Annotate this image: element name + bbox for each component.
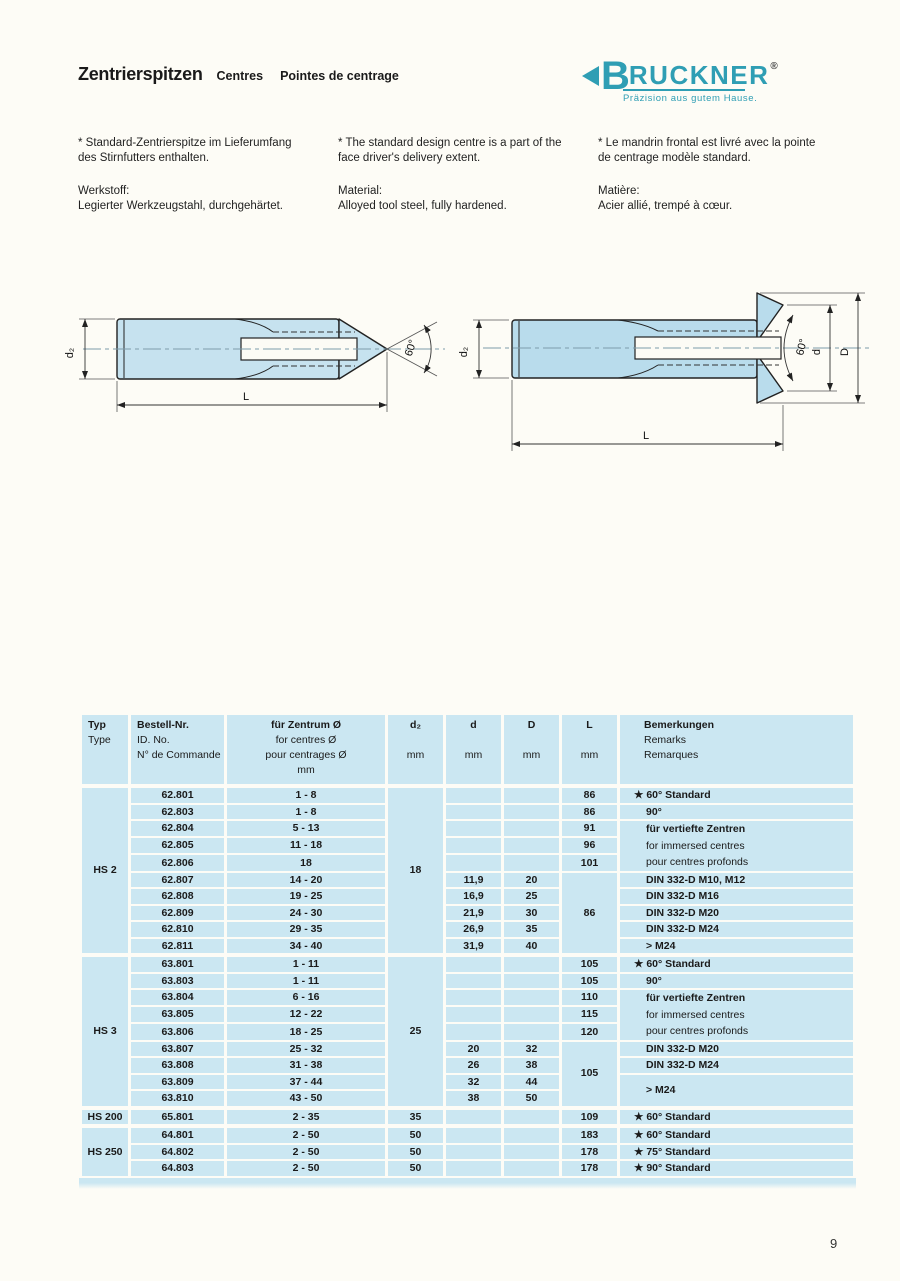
table-cell	[504, 957, 559, 972]
table-cell	[446, 990, 501, 1005]
note-line: * The standard design centre is a part of the	[338, 137, 562, 149]
table-cell	[504, 821, 559, 836]
page-title	[78, 64, 399, 85]
table-cell: 44	[504, 1075, 559, 1090]
table-cell: HS 2	[82, 788, 128, 953]
cell-line	[388, 733, 443, 748]
table-cell: 11 - 18	[227, 838, 385, 853]
note-line: * Standard-Zentrierspitze im Lieferumfang	[78, 137, 292, 149]
table-row	[82, 805, 853, 820]
table-cell: DIN 332-D M20	[620, 906, 853, 921]
table-cell: 18	[388, 788, 443, 953]
table-cell: 26,9	[446, 922, 501, 937]
table-cell: 63.805	[131, 1007, 224, 1022]
cell-line: d₂	[409, 719, 422, 731]
table-cell: 63.810	[131, 1091, 224, 1106]
title-german: Zentrierspitzen	[78, 64, 203, 84]
table-cell	[504, 805, 559, 820]
table-cell	[446, 1024, 501, 1039]
table-cell: 183	[562, 1128, 617, 1143]
intro-french	[598, 136, 853, 214]
table-row	[82, 1042, 853, 1057]
cell-line: mm	[580, 749, 599, 761]
material-label: Werkstoff:	[78, 185, 130, 197]
table-cell	[446, 1110, 501, 1125]
table-cell: 20	[446, 1042, 501, 1057]
table-cell: 38	[504, 1058, 559, 1073]
table-cell: 86	[562, 788, 617, 803]
table-cell: 34 - 40	[227, 939, 385, 954]
table-cell	[446, 1007, 501, 1022]
table-cell	[504, 1145, 559, 1160]
table-cell: 2 - 50	[227, 1161, 385, 1176]
table-cell: 63.803	[131, 974, 224, 989]
table-cell: 120	[562, 1024, 617, 1039]
table-row	[82, 821, 853, 836]
table-cell: 16,9	[446, 889, 501, 904]
table-cell: 105	[562, 974, 617, 989]
header-cell	[227, 715, 385, 784]
table-cell: ★ 60° Standard	[620, 957, 853, 972]
table-cell: 1 - 11	[227, 974, 385, 989]
table-cell	[504, 990, 559, 1005]
table-row	[82, 906, 853, 921]
table-cell: 62.807	[131, 873, 224, 888]
table-cell	[446, 855, 501, 870]
table-cell: 6 - 16	[227, 990, 385, 1005]
cell-line: für vertiefte Zentren	[646, 992, 746, 1004]
title-english: Centres	[216, 69, 264, 83]
table-cell: 32	[446, 1075, 501, 1090]
spec-table-section-2	[79, 955, 856, 1108]
table-cell: 115	[562, 1007, 617, 1022]
cell-line: D	[527, 719, 536, 731]
cell-line: Remarques	[644, 749, 699, 761]
table-bottom-rule	[79, 1178, 856, 1189]
cell-line: für Zentrum Ø	[271, 719, 341, 731]
table-cell: 63.807	[131, 1042, 224, 1057]
cell-line: Type	[88, 734, 111, 746]
table-cell: DIN 332-D M24	[620, 922, 853, 937]
cell-line: N° de Commande	[137, 749, 221, 761]
table-cell: 2 - 50	[227, 1145, 385, 1160]
material-value: Alloyed tool steel, fully hardened.	[338, 200, 507, 212]
table-cell: 38	[446, 1091, 501, 1106]
cell-line: L	[586, 719, 593, 731]
table-cell: 5 - 13	[227, 821, 385, 836]
table-cell: 20	[504, 873, 559, 888]
table-cell: 62.806	[131, 855, 224, 870]
table-cell	[446, 1145, 501, 1160]
table-cell	[446, 974, 501, 989]
table-cell: 109	[562, 1110, 617, 1125]
table-row	[82, 1110, 853, 1125]
logo-rest: RUCKNER	[628, 60, 770, 90]
table-cell: HS 250	[82, 1128, 128, 1176]
material-label: Material:	[338, 185, 383, 197]
table-cell: 63.801	[131, 957, 224, 972]
table-cell	[446, 1161, 501, 1176]
table-row	[82, 974, 853, 989]
table-row	[82, 1075, 853, 1090]
table-cell: 62.805	[131, 838, 224, 853]
table-cell: 62.809	[131, 906, 224, 921]
table-cell: 62.811	[131, 939, 224, 954]
table-cell	[504, 855, 559, 870]
table-row	[82, 788, 853, 803]
table-cell: 63.804	[131, 990, 224, 1005]
cell-line: mm	[464, 749, 483, 761]
spec-table-section-4	[79, 1126, 856, 1178]
table-cell: 62.801	[131, 788, 224, 803]
table-cell: 21,9	[446, 906, 501, 921]
table-cell: 90°	[620, 974, 853, 989]
table-cell	[620, 990, 853, 1040]
table-cell	[504, 1024, 559, 1039]
table-cell	[446, 957, 501, 972]
spec-table-body	[79, 786, 856, 1178]
cell-line: pour centres profonds	[646, 1025, 749, 1037]
table-cell: DIN 332-D M24	[620, 1058, 853, 1073]
cell-line: d	[470, 719, 477, 731]
dim-label-length: L	[642, 430, 650, 442]
table-cell: ★ 90° Standard	[620, 1161, 853, 1176]
dim-label-d2: d₂	[458, 346, 470, 358]
header-cell	[388, 715, 443, 784]
table-cell: 25	[504, 889, 559, 904]
table-cell: DIN 332-D M10, M12	[620, 873, 853, 888]
table-cell: 101	[562, 855, 617, 870]
table-cell: 12 - 22	[227, 1007, 385, 1022]
table-cell: 31,9	[446, 939, 501, 954]
header-cell	[562, 715, 617, 784]
cell-line: for centres Ø	[275, 734, 337, 746]
material-value: Legierter Werkzeugstahl, durchgehärtet.	[78, 200, 283, 212]
table-cell: 19 - 25	[227, 889, 385, 904]
dim-label-length: L	[242, 391, 250, 403]
note-line: * Le mandrin frontal est livré avec la pointe	[598, 137, 816, 149]
registered-mark: ®	[770, 61, 778, 72]
dim-label-angle: 60°	[794, 337, 811, 357]
table-row	[82, 957, 853, 972]
cell-line: ID. No.	[137, 734, 170, 746]
table-cell: 26	[446, 1058, 501, 1073]
table-row	[82, 1145, 853, 1160]
table-cell: 64.803	[131, 1161, 224, 1176]
table-cell: 2 - 50	[227, 1128, 385, 1143]
note-line: face driver's delivery extent.	[338, 152, 481, 164]
cell-line: mm	[522, 749, 541, 761]
cell-line: for immersed centres	[646, 1008, 745, 1021]
dim-label-d: d	[811, 348, 823, 356]
table-cell: 110	[562, 990, 617, 1005]
table-cell	[446, 805, 501, 820]
cell-line: pour centres profonds	[646, 856, 749, 868]
cell-line	[504, 733, 559, 748]
table-cell: 40	[504, 939, 559, 954]
table-row	[82, 990, 853, 1005]
table-cell: 96	[562, 838, 617, 853]
table-cell: 50	[388, 1128, 443, 1143]
logo-initial: B	[601, 54, 629, 98]
table-cell: DIN 332-D M20	[620, 1042, 853, 1057]
table-cell: 30	[504, 906, 559, 921]
table-cell: 86	[562, 873, 617, 954]
dim-label-d2: d₂	[64, 347, 76, 359]
table-cell	[620, 821, 853, 871]
material-label: Matière:	[598, 185, 640, 197]
material-value: Acier allié, trempé à cœur.	[598, 200, 733, 212]
spec-table-section-1	[79, 786, 856, 955]
note-line: de centrage modèle standard.	[598, 152, 751, 164]
cell-line	[562, 733, 617, 748]
table-cell: 11,9	[446, 873, 501, 888]
cell-line: Bestell-Nr.	[137, 719, 189, 731]
cell-line: Remarks	[644, 734, 687, 746]
table-cell: 18	[227, 855, 385, 870]
cell-line: mm	[406, 749, 425, 761]
table-cell	[504, 974, 559, 989]
table-cell: 178	[562, 1145, 617, 1160]
table-cell: 105	[562, 1042, 617, 1106]
table-cell: 35	[388, 1110, 443, 1125]
spec-table-header	[79, 713, 856, 786]
table-row	[82, 873, 853, 888]
table-row	[82, 1058, 853, 1073]
page-number: 9	[830, 1236, 838, 1251]
table-cell: 18 - 25	[227, 1024, 385, 1039]
table-cell	[504, 1128, 559, 1143]
spec-table-section-3	[79, 1108, 856, 1127]
spec-table	[79, 713, 856, 1189]
table-cell: 65.801	[131, 1110, 224, 1125]
table-cell: 64.801	[131, 1128, 224, 1143]
table-row	[82, 1161, 853, 1176]
cell-line: mm	[297, 764, 315, 776]
table-row	[82, 889, 853, 904]
table-cell: 25 - 32	[227, 1042, 385, 1057]
cell-line: for immersed centres	[646, 839, 745, 852]
cell-line	[446, 733, 501, 748]
table-cell: 25	[388, 957, 443, 1106]
table-cell	[504, 788, 559, 803]
table-cell: 90°	[620, 805, 853, 820]
table-cell: 62.810	[131, 922, 224, 937]
table-cell: 37 - 44	[227, 1075, 385, 1090]
header-cell	[446, 715, 501, 784]
dim-label-angle: 60°	[402, 338, 420, 358]
cell-line: Bemerkungen	[644, 719, 715, 731]
table-cell: > M24	[620, 939, 853, 954]
table-cell: ★ 60° Standard	[620, 1110, 853, 1125]
table-cell: HS 3	[82, 957, 128, 1106]
table-cell: 50	[388, 1145, 443, 1160]
table-cell: ★ 75° Standard	[620, 1145, 853, 1160]
table-cell: 91	[562, 821, 617, 836]
table-cell	[446, 1128, 501, 1143]
cell-line: Typ	[88, 719, 106, 731]
table-cell: 62.808	[131, 889, 224, 904]
cell-line: pour centrages Ø	[265, 749, 347, 761]
title-french: Pointes de centrage	[280, 69, 399, 83]
table-cell	[446, 821, 501, 836]
table-cell: 1 - 8	[227, 788, 385, 803]
table-cell: 178	[562, 1161, 617, 1176]
table-cell: ★ 60° Standard	[620, 788, 853, 803]
table-cell	[446, 838, 501, 853]
table-cell: 14 - 20	[227, 873, 385, 888]
table-cell: 63.809	[131, 1075, 224, 1090]
table-cell: 24 - 30	[227, 906, 385, 921]
table-row	[82, 922, 853, 937]
drawing-bell-centre	[453, 273, 893, 473]
header-cell	[131, 715, 224, 784]
cell-line: für vertiefte Zentren	[646, 823, 746, 835]
dim-label-D: D	[839, 348, 851, 356]
table-cell: 63.806	[131, 1024, 224, 1039]
table-cell: ★ 60° Standard	[620, 1128, 853, 1143]
table-cell: DIN 332-D M16	[620, 889, 853, 904]
table-cell: 86	[562, 805, 617, 820]
table-cell: 35	[504, 922, 559, 937]
table-cell: 50	[504, 1091, 559, 1106]
table-row	[82, 939, 853, 954]
logo-wordmark	[601, 56, 778, 104]
note-line: des Stirnfutters enthalten.	[78, 152, 210, 164]
table-cell	[504, 1161, 559, 1176]
header-cell	[82, 715, 128, 784]
drawing-pointed-centre	[45, 272, 465, 432]
table-cell: 62.803	[131, 805, 224, 820]
table-cell: 62.804	[131, 821, 224, 836]
table-cell: 63.808	[131, 1058, 224, 1073]
logo-arrow-icon	[582, 66, 599, 86]
table-cell: 50	[388, 1161, 443, 1176]
table-cell: > M24	[620, 1075, 853, 1106]
table-cell: 32	[504, 1042, 559, 1057]
table-cell: 2 - 35	[227, 1110, 385, 1125]
table-cell	[504, 838, 559, 853]
table-cell	[504, 1110, 559, 1125]
header-cell	[620, 715, 853, 784]
table-cell: 43 - 50	[227, 1091, 385, 1106]
table-cell: 64.802	[131, 1145, 224, 1160]
table-row	[82, 1128, 853, 1143]
table-cell: 1 - 8	[227, 805, 385, 820]
table-cell: 1 - 11	[227, 957, 385, 972]
header-cell	[504, 715, 559, 784]
intro-german	[78, 136, 333, 214]
table-cell: 29 - 35	[227, 922, 385, 937]
intro-english	[338, 136, 593, 214]
table-cell	[446, 788, 501, 803]
logo-tagline: Präzision aus gutem Hause.	[623, 89, 745, 104]
table-cell: HS 200	[82, 1110, 128, 1125]
bruckner-logo	[582, 56, 778, 104]
table-cell: 31 - 38	[227, 1058, 385, 1073]
table-cell	[504, 1007, 559, 1022]
table-cell: 105	[562, 957, 617, 972]
